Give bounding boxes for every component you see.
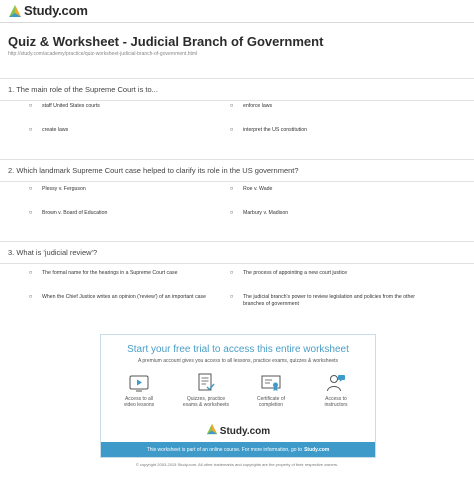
question-3-text: 3. What is 'judicial review'? <box>8 248 98 257</box>
option-label: The formal name for the hearings in a Supreme Court case <box>42 270 178 276</box>
radio-icon[interactable]: ○ <box>28 127 33 133</box>
radio-icon[interactable]: ○ <box>229 186 234 192</box>
q2-option-c[interactable] <box>27 210 107 217</box>
radio-icon[interactable]: ○ <box>28 294 33 300</box>
study-logo[interactable] <box>8 3 88 18</box>
feature-label-line1: Access to all <box>124 396 154 402</box>
copyright: © copyright 2003-2015 Study.com. All other trademarks and copyrights are the property of their respective owners. <box>135 462 339 467</box>
question-2-header <box>0 159 474 182</box>
question-2-text: 2. Which landmark Supreme Court case helped to clarify its role in the US government? <box>8 166 299 175</box>
promo-logo <box>101 422 375 440</box>
promo-headline[interactable]: Start your free trial to access this entire worksheet <box>127 344 349 355</box>
radio-icon[interactable]: ○ <box>229 294 234 300</box>
feature-label-line2: completion <box>258 402 284 408</box>
option-label: enforce laws <box>243 103 273 109</box>
video-icon <box>128 372 150 394</box>
q2-option-d[interactable] <box>228 210 288 217</box>
promo-footer <box>101 442 375 457</box>
q1-option-a[interactable] <box>27 103 100 110</box>
radio-icon[interactable]: ○ <box>229 210 234 216</box>
radio-icon[interactable]: ○ <box>229 270 234 276</box>
q1-option-c[interactable] <box>27 127 68 134</box>
feature-label-line2: exams & worksheets <box>182 402 230 408</box>
q2-option-b[interactable] <box>228 186 272 193</box>
study-logo-icon <box>8 4 22 18</box>
feature-label-line1: Certificate of <box>256 396 286 402</box>
header-divider <box>0 22 474 23</box>
promo-footer-link[interactable]: Study.com <box>304 446 330 453</box>
q2-option-a[interactable] <box>27 186 86 193</box>
feature-label-line1: Access to <box>325 396 347 402</box>
question-1-text: 1. The main role of the Supreme Court is to... <box>8 85 158 94</box>
radio-icon[interactable]: ○ <box>28 270 33 276</box>
option-label: The process of appointing a new court justice <box>243 270 348 276</box>
quiz-icon <box>195 372 217 394</box>
feature-video-lessons <box>109 372 169 408</box>
logo-text: Study.com <box>24 3 88 18</box>
question-1-header <box>0 78 474 101</box>
feature-label-line2: video lessons <box>123 402 155 408</box>
option-label: Brown v. Board of Education <box>42 210 108 216</box>
q3-option-c[interactable] <box>27 294 206 301</box>
feature-certificate <box>241 372 301 408</box>
option-label: Plessy v. Ferguson <box>42 186 86 192</box>
promo-logo-text: Study.com <box>219 425 271 437</box>
study-logo-icon <box>206 422 218 440</box>
option-label: Roe v. Wade <box>243 186 273 192</box>
option-label: Marbury v. Madison <box>243 210 289 216</box>
q3-option-b[interactable] <box>228 270 347 277</box>
radio-icon[interactable]: ○ <box>28 186 33 192</box>
option-label: When the Chief Justice writes an opinion ('review') of an important case <box>42 294 207 300</box>
radio-icon[interactable]: ○ <box>28 210 33 216</box>
q1-option-b[interactable] <box>228 103 272 110</box>
option-label: create laws <box>42 127 69 133</box>
radio-icon[interactable]: ○ <box>28 103 33 109</box>
promo-footer-text: This worksheet is part of an online course. For more information, go to <box>146 446 303 453</box>
option-label: staff United States courts <box>42 103 100 109</box>
page-title: Quiz & Worksheet - Judicial Branch of Government <box>8 34 324 49</box>
certificate-icon <box>260 372 282 394</box>
q3-option-a[interactable] <box>27 270 178 277</box>
q1-option-d[interactable] <box>228 127 307 134</box>
question-3-header <box>0 241 474 264</box>
feature-label-line1: Quizzes, practice <box>186 396 226 402</box>
feature-instructors <box>306 372 366 408</box>
feature-label-line2: instructors <box>324 402 348 408</box>
instructor-icon <box>325 372 347 394</box>
option-label: interpret the US constitution <box>243 127 308 133</box>
option-label: The judicial branch's power to review legislation and policies from the other branches of government <box>243 294 415 307</box>
free-trial-promo[interactable] <box>100 334 376 458</box>
radio-icon[interactable]: ○ <box>229 103 234 109</box>
promo-subtext: A premium account gives you access to all lessons, practice exams, quizzes & worksheets <box>137 358 339 364</box>
radio-icon[interactable]: ○ <box>229 127 234 133</box>
q3-option-d[interactable] <box>228 294 418 308</box>
page-url: http://study.com/academy/practice/quiz-worksheet-judicial-branch-of-government.html <box>8 51 198 57</box>
feature-quizzes <box>176 372 236 408</box>
